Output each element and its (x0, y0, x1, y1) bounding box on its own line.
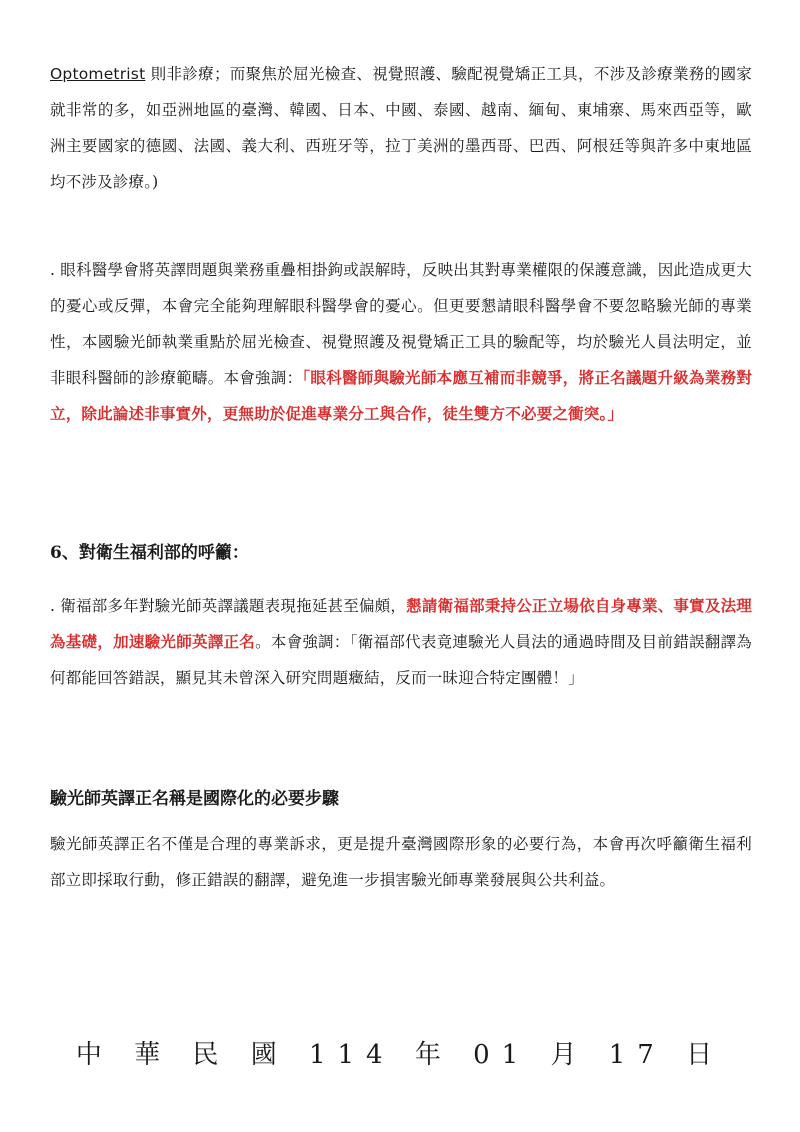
section-6-heading: 6、對衛生福利部的呼籲： (50, 543, 249, 563)
document-date: 中 華 民 國 114 年 01 月 17 日 (75, 1040, 725, 1070)
emphasis-statement: 「眼科醫師與驗光師本應互補而非競爭，將正名議題升級為業務對立，除此論述非事實外，更無助於促進專業分工與合作，徒生雙方不必要之衝突。」 (50, 368, 753, 423)
paragraph-mohw (50, 588, 752, 696)
emphasis-appeal: 懇請衛福部秉持公正立場依自身專業、事實及法理為基礎，加速驗光師英譯正名 (50, 596, 753, 651)
conclusion-paragraph: 驗光師英譯正名不僅是合理的專業訴求，更是提升臺灣國際形象的必要行為，本會再次呼籲衛生福利部立即採取行動，修正錯誤的翻譯，避免進一步損害驗光師專業發展與公共利益。 (50, 835, 752, 889)
paragraph-mohw-text-a: . 衛福部多年對驗光師英譯議題表現拖延甚至偏頗， (50, 597, 407, 615)
conclusion-heading: 驗光師英譯正名稱是國際化的必要步驟 (50, 789, 339, 809)
paragraph-optometrist-text: ；而聚焦於屈光檢查、視覺照護、驗配視覺矯正工具，不涉及診療業務的國家就非常的多，如亞洲地區的臺灣、韓國、日本、中國、泰國、越南、緬甸、東埔寨、馬來西亞等，歐洲主要國家的德國、法國、義大利、西班牙等，拉丁美洲的墨西哥、巴西、阿根廷等與許多中東地區均不涉及診療。) (50, 65, 752, 191)
paragraph-optometrist (50, 56, 752, 200)
optometrist-term: Optometrist (50, 65, 146, 83)
paragraph-ophthalmology-text: . 眼科醫學會將英譯問題與業務重疊相掛鉤或誤解時，反映出其對專業權限的保護意識，因此造成更大的憂心或反彈，本會完全能夠理解眼科醫學會的憂心。但更要懇請眼科醫學會不要忽略驗光師的專業性，本國驗光師執業重點於屈光檢查、視覺照護及視覺矯正工具的驗配等，均於驗光人員法明定，並非眼科醫師的診療範疇。本會強調： (50, 261, 752, 387)
paragraph-ophthalmology (50, 252, 752, 432)
optometrist-term-suffix: 則非診療 (145, 65, 214, 83)
paragraph-mohw-text-b: 。本會強調：「衛福部代表竟連驗光人員法的通過時間及目前錯誤翻譯為何都能回答錯誤，顯見其未曾深入研究問題癥結，反而一昧迎合特定團體！」 (50, 633, 752, 687)
